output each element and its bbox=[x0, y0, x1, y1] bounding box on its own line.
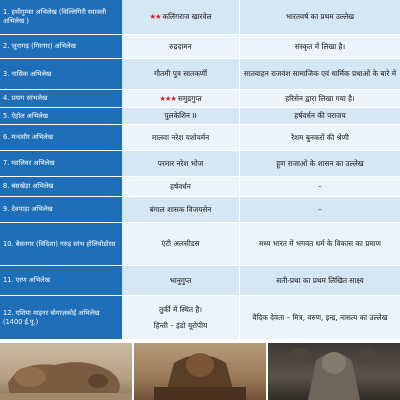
table-row bbox=[0, 223, 400, 266]
table-row bbox=[0, 90, 400, 108]
table-row bbox=[0, 151, 400, 177]
ruler-name: समुद्रगुप्त bbox=[177, 93, 202, 103]
table-row bbox=[0, 35, 400, 59]
inscription-name: 10. बेसनगर (विदिशा) गरुड़ स्तंभ होलियोडोरस bbox=[0, 223, 122, 266]
inscription-name: 12. एशिया माइनर बोगाज़कोई अभिलेख (1400 ई.पू.) bbox=[0, 296, 122, 340]
inscription-name: 1. हथीगुम्फा अभिलेख (विल्लिगिरी स्थावली अभिलेख ) bbox=[0, 0, 122, 35]
remark-cell: मध्य भारत में भगवत धर्म के विकास का प्रमाण bbox=[240, 223, 400, 266]
ruler-name: रुद्रदामन bbox=[122, 35, 240, 59]
ruler-cell bbox=[122, 90, 240, 108]
inscription-name: 11. एरण अभिलेख bbox=[0, 266, 122, 296]
remark-cell: संस्कृत में लिखा है। bbox=[240, 35, 400, 59]
table-row bbox=[0, 125, 400, 151]
remark-cell: हूण राजाओं के शासन का उल्लेख bbox=[240, 151, 400, 177]
table-row bbox=[0, 296, 400, 340]
inscription-name: 7. ग्वालियर अभिलेख bbox=[0, 151, 122, 177]
table-row bbox=[0, 0, 400, 35]
inscription-name: 9. देवपाड़ा अभिलेख bbox=[0, 197, 122, 223]
rock-inscription-photo bbox=[0, 343, 132, 400]
inscription-name: 8. बंसखेड़ा अभिलेख bbox=[0, 177, 122, 197]
table-row bbox=[0, 177, 400, 197]
ruler-name: गौतमी पुत्र सातकर्णी bbox=[122, 59, 240, 90]
language-note: हिन्ती – इंडो यूरोपीय bbox=[153, 320, 208, 330]
ruler-name: परमार नरेश भोज bbox=[122, 151, 240, 177]
remark-cell: सातवाहन राजवंश सामाजिक एवं धार्मिक प्रथाओं के बारे में bbox=[240, 59, 400, 90]
inscription-photo-strip bbox=[0, 343, 400, 400]
ruler-name: मालवा नरेश यशोवर्मन bbox=[122, 125, 240, 151]
remark-cell: भारतवर्ष का प्रथम उल्लेख bbox=[240, 0, 400, 35]
ruler-name: भानुगुप्त bbox=[122, 266, 240, 296]
inscription-name: 4. प्रयाग स्तंभलेख bbox=[0, 90, 122, 108]
sculpture-photo bbox=[134, 343, 266, 400]
remark-cell: सती-प्रथा का प्रथम लिखित साक्ष्य bbox=[240, 266, 400, 296]
ruler-name: कलिंगराज खारवेल bbox=[162, 12, 212, 21]
ruler-cell bbox=[122, 0, 240, 35]
location-note: तुर्की में स्थित है। bbox=[158, 304, 202, 314]
table-row bbox=[0, 197, 400, 223]
star-icon: ★★★ bbox=[159, 93, 176, 103]
table-row bbox=[0, 266, 400, 296]
remark-cell: हर्षवर्धन की पराजय bbox=[240, 108, 400, 125]
stone-figure-photo bbox=[268, 343, 400, 400]
inscription-name: 5. ऐहोल अभिलेख bbox=[0, 108, 122, 125]
ruler-name: पुलकेशिन II bbox=[122, 108, 240, 125]
ruler-cell bbox=[122, 296, 240, 340]
remark-cell: – bbox=[240, 177, 400, 197]
ruler-name: एंटी अलसीडस bbox=[122, 223, 240, 266]
table-row bbox=[0, 59, 400, 90]
ruler-name: हर्षवर्धन bbox=[122, 177, 240, 197]
inscription-name: 2. जूनागढ़ (गिरनार) अभिलेख bbox=[0, 35, 122, 59]
inscription-name: 6. मन्दसौर अभिलेख bbox=[0, 125, 122, 151]
ruler-name: बंगाल शासक विजयसेन bbox=[122, 197, 240, 223]
inscription-name: 3. नासिक अभिलेख bbox=[0, 59, 122, 90]
remark-cell: हरिसेन द्वारा लिखा गया है। bbox=[240, 90, 400, 108]
table-row bbox=[0, 108, 400, 125]
star-icon: ★★ bbox=[149, 12, 161, 21]
remark-cell: वैदिक देवता – मित्र, वरुण, इन्द्र, नासत्य का उल्लेख bbox=[240, 296, 400, 340]
remark-cell: – bbox=[240, 197, 400, 223]
remark-cell: रेशम बुनकरों की श्रेणी bbox=[240, 125, 400, 151]
